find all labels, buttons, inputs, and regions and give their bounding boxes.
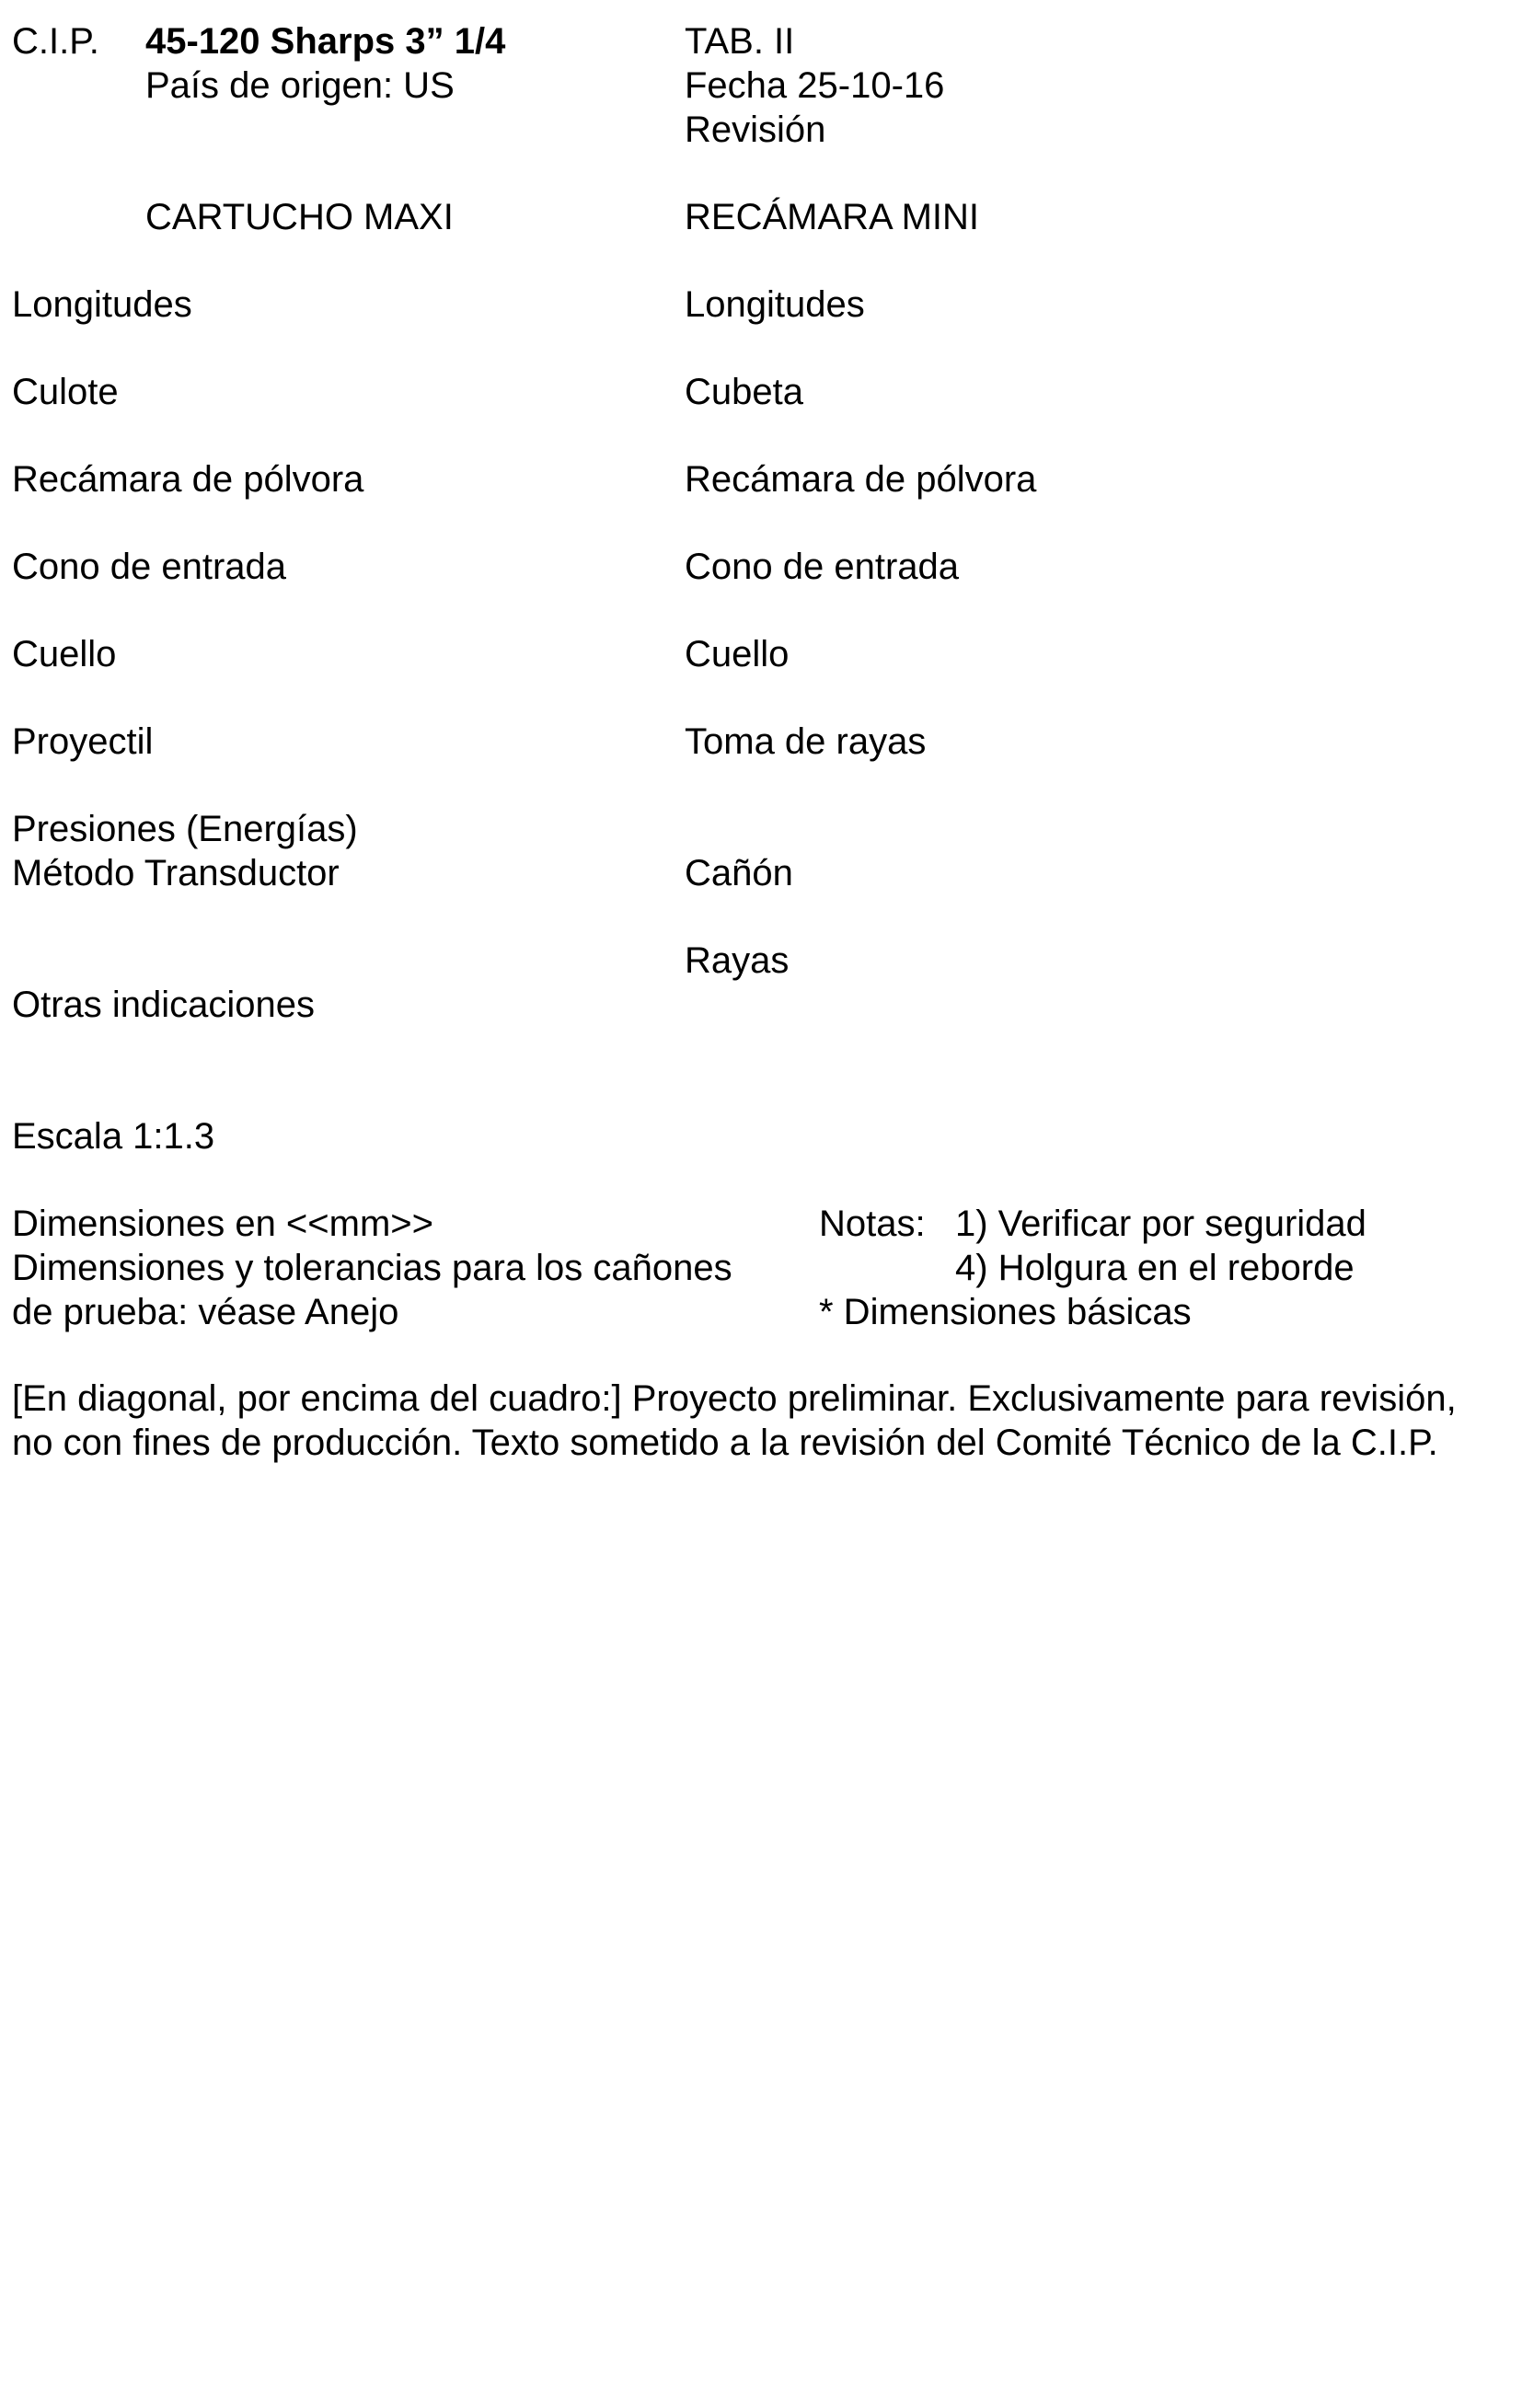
chamber-item-cup: Cubeta: [685, 372, 803, 412]
dimensions-line-1: Dimensiones en <<mm>>: [12, 1204, 434, 1244]
chamber-heading: RECÁMARA MINI: [685, 197, 980, 237]
cartridge-item-base: Culote: [12, 372, 119, 412]
notes-label: Notas:: [819, 1204, 926, 1244]
chamber-item-neck: Cuello: [685, 634, 790, 674]
cartridge-heading: CARTUCHO MAXI: [145, 197, 454, 237]
chamber-item-grooves: Rayas: [685, 940, 790, 981]
cartridge-item-pressures: Presiones (Energías): [12, 809, 358, 849]
chamber-item-shoulder: Cono de entrada: [685, 547, 960, 587]
basic-dimensions-note: * Dimensiones básicas: [819, 1292, 1192, 1332]
cartridge-item-neck: Cuello: [12, 634, 117, 674]
note-4: 4) Holgura en el reborde: [955, 1248, 1355, 1288]
diagonal-note-line-2: no con fines de producción. Texto sometido a la revisión del Comité Técnico de la C.I.P.: [12, 1423, 1438, 1463]
cartridge-item-powder-chamber: Recámara de pólvora: [12, 459, 364, 500]
chamber-item-barrel: Cañón: [685, 853, 793, 893]
cartridge-item-projectile: Proyectil: [12, 721, 154, 762]
chamber-item-lengths: Longitudes: [685, 284, 865, 325]
cartridge-item-method: Método Transductor: [12, 853, 340, 893]
table-number: TAB. II: [685, 21, 795, 62]
cartridge-title: 45-120 Sharps 3” 1/4: [145, 21, 506, 62]
cartridge-item-other: Otras indicaciones: [12, 985, 316, 1025]
chamber-item-powder-chamber: Recámara de pólvora: [685, 459, 1037, 500]
date: Fecha 25-10-16: [685, 65, 945, 106]
dimensions-line-2: Dimensiones y tolerancias para los cañones: [12, 1248, 732, 1288]
note-1: 1) Verificar por seguridad: [955, 1204, 1366, 1244]
cartridge-item-shoulder: Cono de entrada: [12, 547, 287, 587]
org-label: C.I.P.: [12, 21, 99, 62]
country-of-origin: País de origen: US: [145, 65, 455, 106]
scale: Escala 1:1.3: [12, 1116, 215, 1157]
cartridge-item-lengths: Longitudes: [12, 284, 192, 325]
diagonal-note-line-1: [En diagonal, por encima del cuadro:] Proyecto preliminar. Exclusivamente para revisión,: [12, 1378, 1457, 1419]
revision: Revisión: [685, 109, 826, 150]
chamber-item-leade: Toma de rayas: [685, 721, 927, 762]
dimensions-line-3: de prueba: véase Anejo: [12, 1292, 399, 1332]
